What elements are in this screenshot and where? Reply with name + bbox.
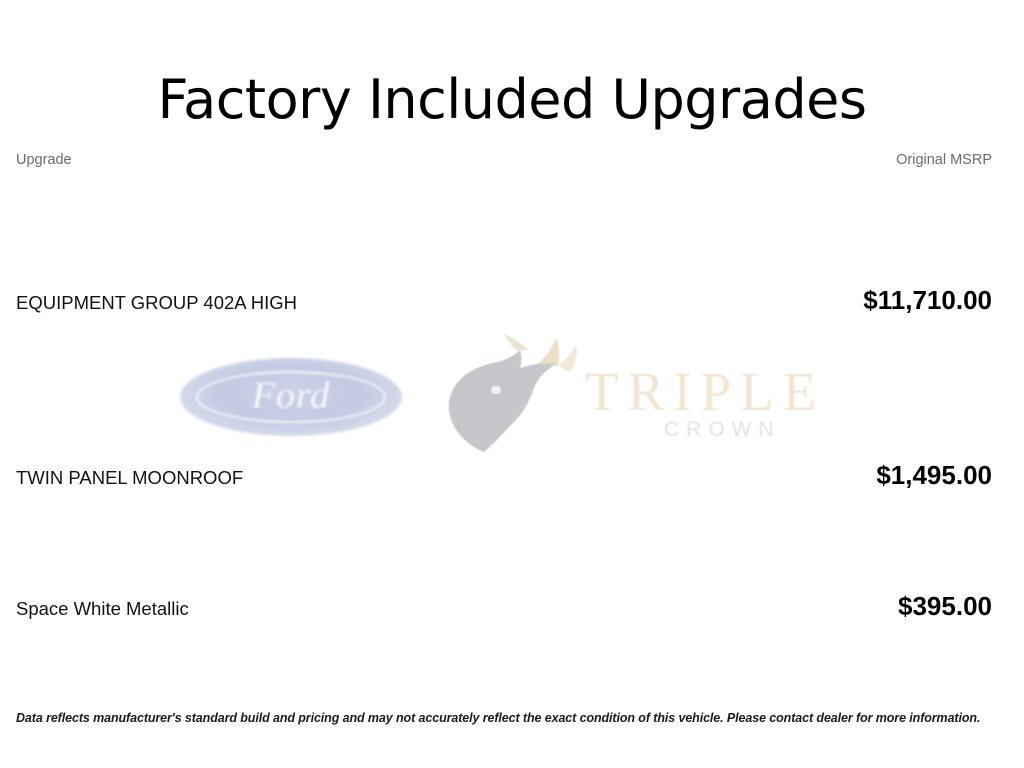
upgrade-price: $11,710.00	[863, 285, 992, 315]
table-row	[16, 363, 992, 538]
column-header-msrp: Original MSRP	[896, 152, 992, 168]
column-header-upgrade: Upgrade	[16, 152, 72, 168]
triple-wordmark: TRIPLE	[585, 361, 826, 422]
table-header-row	[16, 152, 992, 188]
table-row	[16, 538, 992, 658]
upgrade-price: $1,495.00	[876, 460, 992, 490]
upgrade-name: TWIN PANEL MOONROOF	[16, 467, 244, 488]
upgrade-price: $395.00	[898, 591, 992, 621]
ford-logo-text: Ford	[251, 375, 331, 418]
crown-wordmark: CROWN	[664, 418, 781, 441]
disclaimer-text: Data reflects manufacturer's standard build and pricing and may not accurately reflect the exact condition of this vehicle. Please contact dealer for more information.	[16, 711, 981, 725]
page-title: Factory Included Upgrades	[157, 68, 867, 132]
upgrade-name: EQUIPMENT GROUP 402A HIGH	[16, 292, 298, 313]
upgrade-name: Space White Metallic	[16, 598, 189, 619]
table-row	[16, 188, 992, 363]
upgrades-table	[16, 152, 992, 658]
